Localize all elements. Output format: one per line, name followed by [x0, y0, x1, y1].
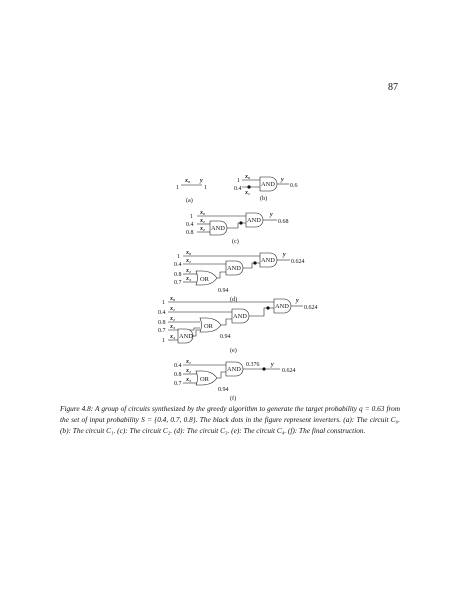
var-label: x₂: [200, 226, 206, 232]
input-value: 1: [190, 214, 193, 220]
gate-label: AND: [211, 225, 225, 232]
input-value: 0.7: [174, 381, 182, 387]
input-value: 1: [177, 254, 180, 260]
intermediate-value: 0.94: [218, 288, 229, 294]
page-number: 87: [388, 82, 398, 93]
var-label: x₃: [170, 324, 176, 330]
input-value: 0.4: [174, 262, 182, 268]
gate-label: AND: [227, 265, 241, 272]
input-value: 0.4: [158, 310, 166, 316]
wire: [217, 272, 226, 278]
output-value: 0.624: [291, 259, 305, 265]
input-value: 1: [237, 178, 240, 184]
gate-label: OR: [204, 323, 213, 330]
gate-label: AND: [233, 313, 247, 320]
inverter-dot: [262, 367, 265, 370]
var-label: x₁: [200, 218, 206, 224]
subfigure-e: [158, 296, 318, 354]
output-value: 0.624: [282, 368, 296, 374]
gate-label: AND: [261, 181, 275, 188]
and-output-value: 0.376: [246, 362, 260, 368]
var-label: y: [271, 362, 274, 368]
var-label: x₀: [185, 178, 191, 184]
var-label: x₁: [186, 359, 192, 365]
var-label: x₂: [186, 368, 192, 374]
var-label: y: [281, 177, 284, 183]
var-label: x₀: [170, 296, 176, 302]
subfigure-f: [174, 359, 296, 402]
input-value: 0.8: [174, 272, 182, 278]
subfigure-label: (d): [230, 296, 238, 303]
var-label: x₃: [186, 276, 192, 282]
gate-label: OR: [200, 276, 209, 283]
wire: [243, 263, 260, 268]
gate-label: OR: [200, 376, 209, 383]
input-value: 1: [162, 338, 165, 344]
intermediate-value: 0.94: [218, 387, 229, 393]
var-label: y: [296, 298, 299, 304]
subfigure-b: [234, 174, 298, 202]
input-value: 0.4: [234, 186, 242, 192]
subfigure-label: (f): [230, 395, 237, 402]
inverter-dot: [266, 306, 269, 309]
input-value: 0.8: [158, 320, 166, 326]
gate-label: AND: [179, 333, 193, 340]
var-label: x₃: [186, 377, 192, 383]
var-label: x₂: [170, 316, 176, 322]
var-label: x₁: [245, 190, 251, 196]
gate-label: AND: [227, 366, 241, 373]
input-value: 0.8: [186, 230, 194, 236]
subfigure-d: [174, 250, 305, 303]
output-value: 0.624: [304, 305, 318, 311]
wire: [217, 372, 226, 378]
subfigure-label: (a): [186, 197, 193, 204]
gate-label: AND: [247, 217, 261, 224]
output-value: 1: [204, 185, 207, 191]
wire: [193, 330, 200, 336]
input-value: 0.8: [174, 372, 182, 378]
input-value: 0.7: [158, 328, 166, 334]
input-value: 1: [162, 300, 165, 306]
subfigure-label: (c): [232, 238, 239, 245]
var-label: x₄: [170, 334, 176, 340]
inverter-dot: [239, 221, 242, 224]
input-value: 1: [176, 185, 179, 191]
var-label: y: [200, 178, 203, 184]
wire: [221, 319, 232, 325]
var-label: x₁: [170, 306, 176, 312]
input-value: 0.4: [174, 363, 182, 369]
input-value: 0.7: [174, 280, 182, 286]
inverter-dot: [253, 261, 256, 264]
input-value: 0.4: [186, 222, 194, 228]
subfigure-label: (e): [230, 347, 237, 354]
output-value: 0.6: [290, 183, 298, 189]
var-label: y: [283, 252, 286, 258]
circuits-figure: [150, 168, 350, 400]
var-label: x₁: [186, 258, 192, 264]
wire: [249, 308, 274, 316]
intermediate-value: 0.94: [220, 334, 231, 340]
inverter-dot: [247, 185, 250, 188]
gate-label: AND: [261, 257, 275, 264]
var-label: x₂: [186, 268, 192, 274]
subfigure-c: [186, 210, 289, 245]
var-label: y: [270, 212, 273, 218]
output-value: 0.68: [278, 219, 289, 225]
var-label: x₀: [200, 210, 206, 216]
figure-caption: Figure 4.8: A group of circuits synthesized by the greedy algorithm to generate the target probability q = 0.63 from the set of input probability S = {0.4, 0.7, 0.8}. The black dots in the figure represent inverters. (a): The circuit C₀. (b): The circuit C₁. (c): The circuit C₂. (d): The circuit C₃. (e): The circuit C₄. (f): The final construction.: [60, 404, 400, 435]
var-label: x₀: [245, 174, 251, 180]
gate-label: AND: [275, 303, 289, 310]
subfigure-a: [176, 178, 207, 204]
var-label: x₀: [186, 250, 192, 256]
wire: [227, 223, 246, 228]
subfigure-label: (b): [260, 195, 268, 202]
